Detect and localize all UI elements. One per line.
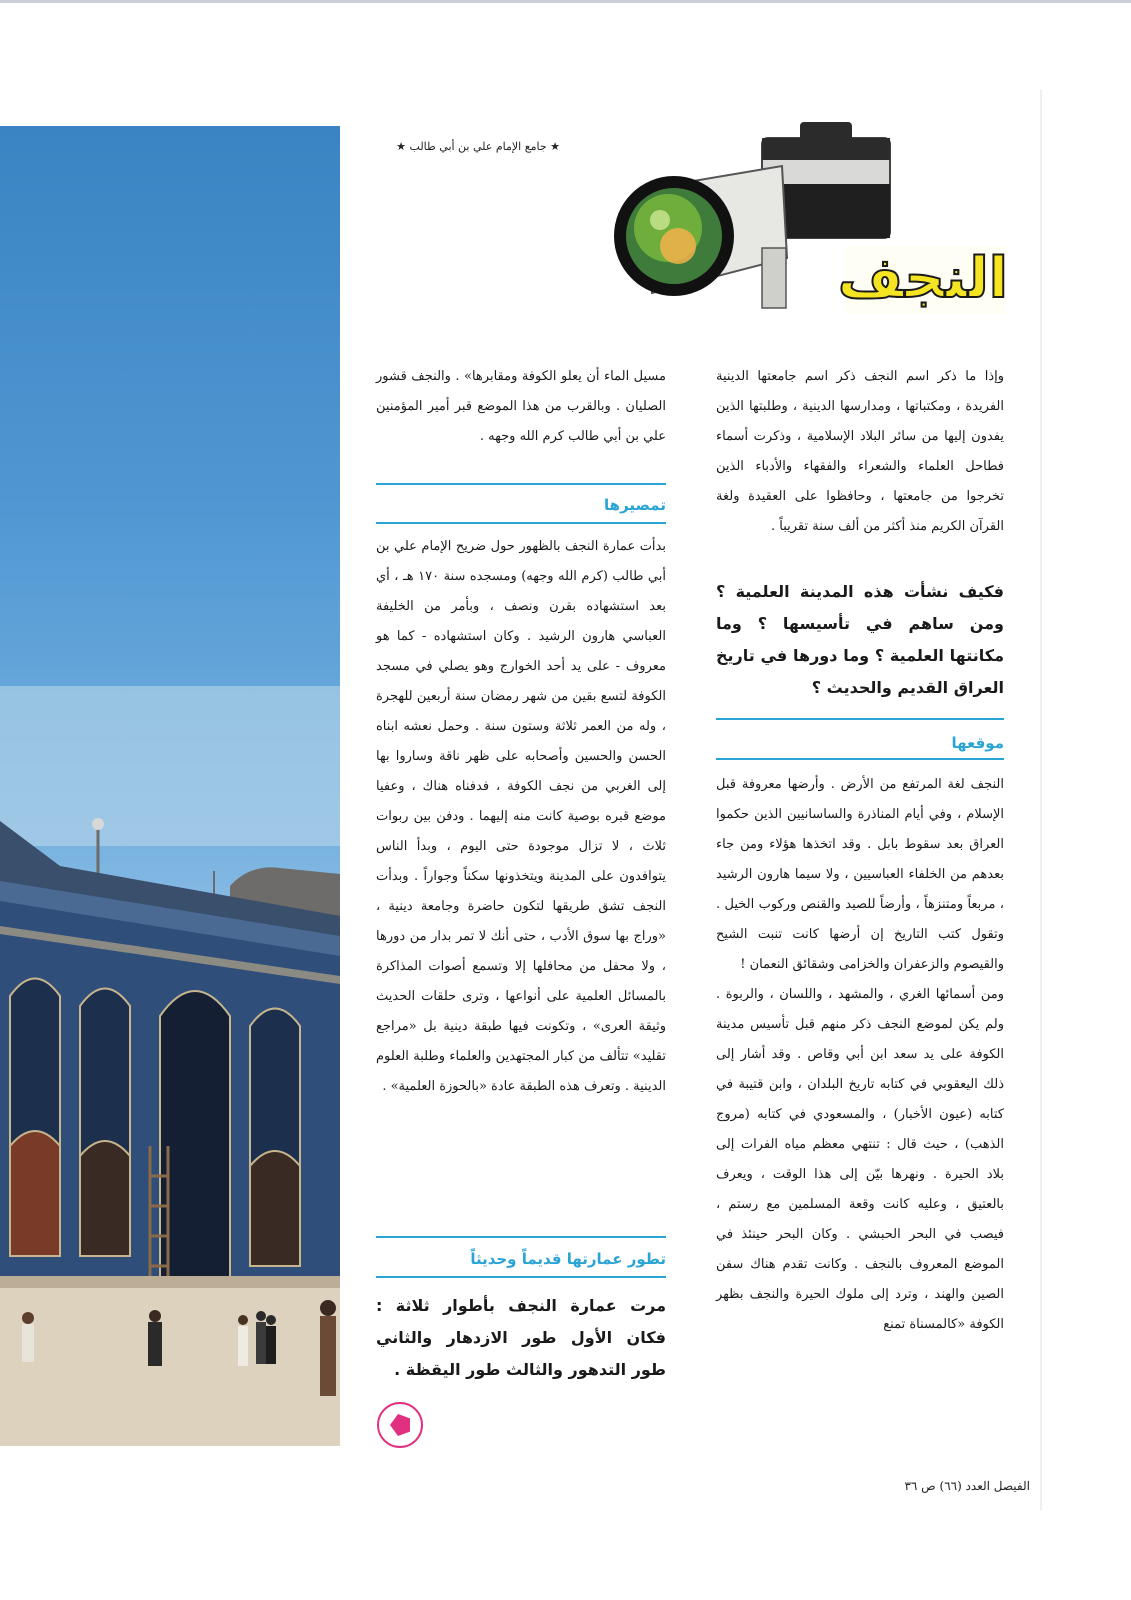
urbanization-text bbox=[376, 532, 666, 1102]
development-paragraph: مرت عمارة النجف بأطوار ثلاثة : فكان الأول طور الازدهار والثاني طور التدهور والثالث طور اليقظة . bbox=[376, 1296, 666, 1379]
left-column-top bbox=[376, 362, 666, 452]
location-text bbox=[716, 770, 1004, 1340]
questions-text: فكيف نشأت هذه المدينة العلمية ؟ ومن ساهم في تأسيسها ؟ وما مكانتها العلمية ؟ وما دورها في تاريخ العراق القديم والحديث ؟ bbox=[716, 582, 1004, 697]
urbanization-paragraph: بدأت عمارة النجف بالظهور حول ضريح الإمام علي بن أبي طالب (كرم الله وجهه) ومسجده سنة ١٧٠ هـ ، أي بعد استشهاده بقرن ونصف ، وبأمر من الخليفة العباسي هارون الرشيد . وكان استشهاده - كما هو معروف - على يد أحد الخوارج وهو يصلي في مسجد الكوفة لتسع بقين من شهر رمضان سنة أربعين للهجرة ، وله من العمر ثلاثة وستون سنة . وحمل نعشه ابناه الحسن والحسين وأصحابه على ظهر ناقة وساروا بها إلى الغربي من نجف الكوفة ، فدفناه هناك ، وعفيا موضع قبره بوصية كانت منه إليهما . ودفن بين ربوات ثلاث ، لا تزال موجودة حتى اليوم ، وبدأ الناس يتوافدون على المدينة ويتخذونها سكناً وجواراً . وبدأت النجف تشق طريقها لتكون حاضرة وجامعة دينية ، «وراج بها سوق الأدب ، حتى أنك لا تمر بدار من دورها ، ولا محفل من محافلها إلا وتسمع أصوات المذاكرة بالمسائل العلمية على أنواعها ، وترى حلقات الحديث وثيقة العرى» ، وتكونت فيها طبقة دينية بل «مراجع تقليد» تتألف من كبار المجتهدين والعلماء وطلبة العلوم الدينية . وتعرف هذه الطبقة عادة «بالحوزة العلمية» . bbox=[376, 539, 666, 1094]
section-heading-location: موقعها bbox=[951, 734, 1004, 752]
location-paragraph-2: ومن أسمائها الغري ، والمشهد ، واللسان ، والربوة . ولم يكن لموضع النجف ذكر منهم قبل تأسيس مدينة الكوفة على يد سعد ابن أبي وقاص . وقد أشار إلى ذلك اليعقوبي في كتابه تاريخ البلدان ، وابن قتيبة في كتابه (عيون الأخبار) ، والمسعودي في كتابه (مروج الذهب) ، حيث قال : تنتهي معظم مياه الفرات إلى بلاد الحيرة . ونهرها بيّن إلى هذا الوقت ، ويعرف بالعتيق ، وعليه كانت وقعة المسلمين مع رستم ، فيصب في البحر الحبشي . وكان البحر حينئذ في الموضع المعروف بالنجف . وكانت تقدم هناك سفن الصين والهند ، وترد إلى ملوك الحيرة والنجف بظهر الكوفة «كالمسناة تمنع bbox=[716, 987, 1004, 1332]
section-heading-urbanization: تمصيرها bbox=[604, 496, 666, 514]
heading-rule bbox=[376, 522, 666, 524]
heading-rule bbox=[376, 483, 666, 485]
location-paragraph-1: النجف لغة المرتفع من الأرض . وأرضها معروفة قبل الإسلام ، وفي أيام المناذرة والساسانيين الذين حكموا العراق بعد سقوط بابل . وقد اتخذها هؤلاء ومن جاء بعدهم من الخلفاء العباسيين ، ولا سيما هارون الرشيد ، مربعاً ومتنزهاً ، وأرضاً للصيد والقنص وركوب الخيل . وتقول كتب التاريخ إن أرضها كانت تنبت الشيح والقيصوم والزعفران والخزامى وشقائق النعمان ! bbox=[716, 777, 1004, 972]
masthead-title: النجف bbox=[837, 246, 1008, 311]
photo-caption: ★ جامع الإمام علي بن أبي طالب ★ bbox=[396, 140, 560, 153]
page-footer: الفيصل العدد (٦٦) ص ٣٦ bbox=[904, 1479, 1030, 1493]
shrine-photo bbox=[0, 126, 340, 1446]
page-edge bbox=[1040, 90, 1042, 1510]
heading-rule bbox=[376, 1236, 666, 1238]
right-column-intro bbox=[716, 362, 1004, 542]
top-rule bbox=[0, 0, 1131, 3]
intro-paragraph: وإذا ما ذكر اسم النجف ذكر اسم جامعتها الدينية الفريدة ، ومكتباتها ، ومدارسها الدينية ، وطلبتها الذين يفدون إليها من سائر البلاد الإسلامية ، وذكرت أسماء فطاحل العلماء والشعراء والفقهاء والأدباء الذين تخرجوا من جامعتها ، وحافظوا على العقيدة ولغة القرآن الكريم منذ أكثر من ألف سنة تقريباً . bbox=[716, 369, 1004, 534]
development-text bbox=[376, 1290, 666, 1386]
heading-rule bbox=[716, 758, 1004, 760]
section-heading-development: تطور عمارتها قديماً وحديثاً bbox=[470, 1250, 666, 1268]
opening-questions bbox=[716, 576, 1004, 704]
heading-rule bbox=[716, 718, 1004, 720]
page-arrow-icon bbox=[377, 1402, 423, 1448]
continued-paragraph: مسيل الماء أن يعلو الكوفة ومقابرها» . والنجف قشور الصليان . وبالقرب من هذا الموضع قبر أمير المؤمنين علي بن أبي طالب كرم الله وجهه . bbox=[376, 369, 666, 444]
heading-rule bbox=[376, 1276, 666, 1278]
